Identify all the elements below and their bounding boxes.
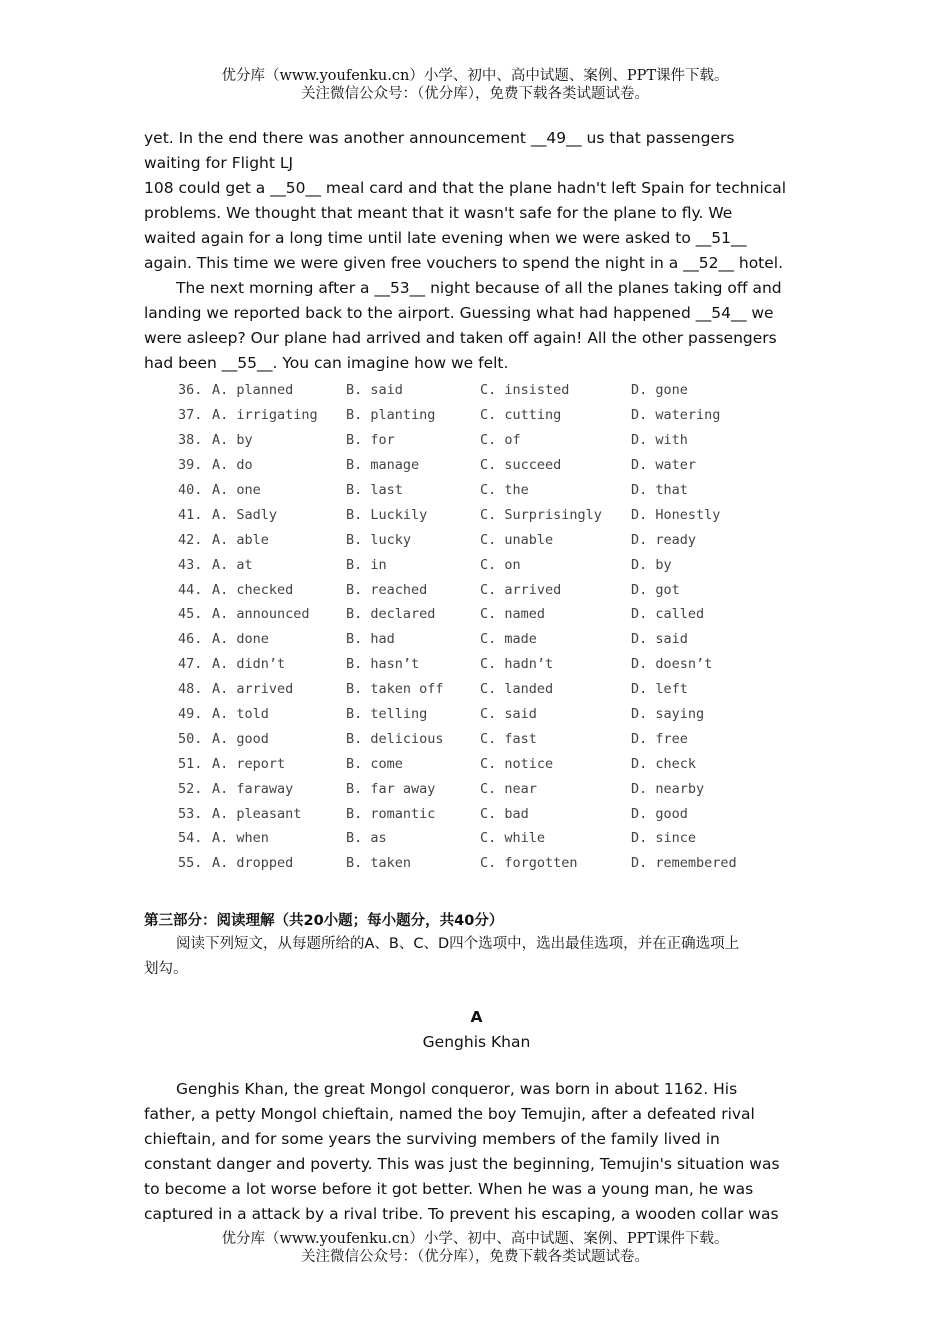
question-number: 54. — [178, 830, 203, 847]
option-d: D. doesn’t — [631, 656, 713, 673]
option-c: C. the — [480, 482, 529, 498]
option-row — [144, 851, 809, 876]
passage-title: Genghis Khan — [422, 1032, 531, 1051]
option-c: C. near — [480, 780, 537, 797]
option-row — [144, 726, 809, 751]
option-b: B. telling — [346, 706, 428, 723]
option-d: D. with — [631, 432, 688, 449]
passage-line: to become a lot worse before it got better. When he was a young man, he was — [144, 1179, 754, 1198]
story-line: waiting for Flight LJ — [144, 154, 294, 172]
option-b: B. for — [346, 432, 395, 449]
story-line: yet. In the end there was another announcement __49__ us that passengers — [144, 129, 735, 147]
option-a: A. irrigating — [212, 407, 318, 424]
option-row — [144, 602, 809, 627]
option-a: A. one — [212, 482, 261, 498]
option-d: D. since — [631, 830, 697, 847]
option-d: D. that — [631, 482, 688, 498]
option-d: D. free — [631, 730, 688, 747]
option-row — [144, 751, 809, 776]
question-number: 55. — [178, 855, 203, 872]
header-line-2: 关注微信公众号：（优分库），免费下载各类试题试卷。 — [301, 86, 649, 102]
option-b: B. manage — [346, 457, 420, 474]
question-number: 37. — [178, 407, 203, 424]
question-number: 38. — [178, 432, 203, 449]
story-line: problems. We thought that meant that it wasn't safe for the plane to fly. We — [144, 204, 733, 222]
passage-line: Genghis Khan, the great Mongol conqueror, was born in about 1162. His — [176, 1079, 738, 1098]
story-line: were asleep? Our plane had arrived and taken off again! All the other passengers — [144, 329, 777, 347]
footer-line-2: 关注微信公众号：（优分库），免费下载各类试题试卷。 — [301, 1249, 649, 1265]
option-row — [144, 826, 809, 851]
instruction-line: 划勾。 — [144, 960, 188, 977]
option-c: C. on — [480, 556, 521, 573]
question-number: 50. — [178, 730, 203, 747]
option-b: B. come — [346, 755, 403, 772]
option-a: A. able — [212, 531, 269, 548]
option-b: B. hasn’t — [346, 656, 420, 673]
option-c: C. named — [480, 606, 546, 623]
option-b: B. in — [346, 556, 387, 573]
option-row — [144, 478, 809, 503]
story-paragraph-1 — [144, 126, 809, 276]
option-c: C. said — [480, 706, 537, 723]
option-row — [144, 577, 809, 602]
passage-letter: A — [470, 1007, 483, 1026]
option-row — [144, 453, 809, 478]
story-line: 108 could get a __50__ meal card and that the plane hadn't left Spain for technical — [144, 179, 787, 197]
page-header — [0, 67, 950, 103]
option-c: C. notice — [480, 755, 554, 772]
option-b: B. as — [346, 830, 387, 847]
question-number: 42. — [178, 531, 203, 548]
option-c: C. while — [480, 830, 546, 847]
option-a: A. when — [212, 830, 269, 847]
passage-line: father, a petty Mongol chieftain, named the boy Temujin, after a defeated rival — [144, 1104, 755, 1123]
question-number: 49. — [178, 706, 203, 723]
option-d: D. by — [631, 556, 672, 573]
option-d: D. nearby — [631, 780, 705, 797]
question-number: 40. — [178, 482, 203, 498]
option-a: A. Sadly — [212, 506, 278, 523]
option-b: B. taken — [346, 855, 412, 872]
option-c: C. forgotten — [480, 855, 578, 872]
option-a: A. do — [212, 457, 253, 474]
option-c: C. hadn’t — [480, 656, 554, 673]
option-d: D. got — [631, 581, 680, 598]
question-number: 48. — [178, 681, 203, 698]
option-c: C. bad — [480, 805, 529, 822]
story-line: waited again for a long time until late evening when we were asked to __51__ — [144, 229, 747, 247]
story-line: The next morning after a __53__ night because of all the planes taking off and — [176, 279, 782, 297]
option-c: C. made — [480, 631, 537, 648]
option-a: A. planned — [212, 382, 294, 399]
option-b: B. taken off — [346, 681, 444, 698]
option-row — [144, 527, 809, 552]
option-row — [144, 677, 809, 702]
option-c: C. insisted — [480, 382, 570, 399]
question-number: 43. — [178, 556, 203, 573]
question-number: 46. — [178, 631, 203, 648]
option-c: C. cutting — [480, 407, 562, 424]
option-b: B. last — [346, 482, 403, 498]
option-a: A. done — [212, 631, 269, 648]
option-c: C. unable — [480, 531, 554, 548]
option-a: A. pleasant — [212, 805, 302, 822]
option-row — [144, 502, 809, 527]
option-a: A. didn’t — [212, 656, 286, 673]
option-b: B. far away — [346, 780, 436, 797]
option-d: D. check — [631, 755, 697, 772]
option-row — [144, 378, 809, 403]
option-a: A. by — [212, 432, 253, 449]
option-d: D. remembered — [631, 855, 737, 872]
option-a: A. faraway — [212, 780, 294, 797]
story-line: again. This time we were given free vouchers to spend the night in a __52__ hotel. — [144, 254, 784, 272]
option-d: D. said — [631, 631, 688, 648]
option-b: B. reached — [346, 581, 428, 598]
option-d: D. Honestly — [631, 506, 721, 523]
question-number: 45. — [178, 606, 203, 623]
option-d: D. saying — [631, 706, 705, 723]
option-d: D. water — [631, 457, 697, 474]
story-paragraph-2 — [144, 276, 809, 376]
option-a: A. checked — [212, 581, 294, 598]
question-number: 44. — [178, 581, 203, 598]
section-instruction — [144, 932, 809, 982]
option-c: C. of — [480, 432, 521, 449]
option-d: D. good — [631, 805, 688, 822]
question-number: 52. — [178, 780, 203, 797]
passage-line: chieftain, and for some years the surviving members of the family lived in — [144, 1129, 720, 1148]
passage-line: captured in a attack by a rival tribe. To prevent his escaping, a wooden collar was — [144, 1204, 779, 1223]
option-a: A. report — [212, 755, 286, 772]
page-footer — [0, 1230, 950, 1266]
passage-body — [144, 1077, 809, 1227]
option-a: A. arrived — [212, 681, 294, 698]
option-row — [144, 801, 809, 826]
option-b: B. romantic — [346, 805, 436, 822]
question-number: 41. — [178, 506, 203, 523]
passage-line: constant danger and poverty. This was just the beginning, Temujin's situation was — [144, 1154, 780, 1173]
option-a: A. at — [212, 556, 253, 573]
option-row — [144, 552, 809, 577]
option-a: A. dropped — [212, 855, 294, 872]
option-a: A. good — [212, 730, 269, 747]
option-b: B. declared — [346, 606, 436, 623]
option-d: D. left — [631, 681, 688, 698]
option-row — [144, 428, 809, 453]
section-title: 第三部分：阅读理解（共20小题；每小题分，共40分） — [144, 912, 504, 929]
question-number: 51. — [178, 755, 203, 772]
option-b: B. delicious — [346, 730, 444, 747]
question-number: 53. — [178, 805, 203, 822]
footer-line-1: 优分库（www.youfenku.cn）小学、初中、高中试题、案例、PPT课件下载。 — [221, 1231, 729, 1247]
option-a: A. told — [212, 706, 269, 723]
option-c: C. succeed — [480, 457, 562, 474]
option-row — [144, 627, 809, 652]
question-number: 39. — [178, 457, 203, 474]
option-d: D. ready — [631, 531, 697, 548]
option-row — [144, 652, 809, 677]
question-number: 47. — [178, 656, 203, 673]
option-b: B. lucky — [346, 531, 412, 548]
option-c: C. landed — [480, 681, 554, 698]
page-content — [144, 126, 809, 1227]
option-b: B. Luckily — [346, 506, 428, 523]
instruction-line: 阅读下列短文，从每题所给的A、B、C、D四个选项中，选出最佳选项，并在正确选项上 — [176, 935, 740, 952]
option-d: D. called — [631, 606, 705, 623]
option-c: C. fast — [480, 730, 537, 747]
option-d: D. gone — [631, 382, 688, 399]
option-b: B. said — [346, 382, 403, 399]
option-row — [144, 403, 809, 428]
option-a: A. announced — [212, 606, 310, 623]
options-list — [144, 378, 809, 876]
question-number: 36. — [178, 382, 203, 399]
option-row — [144, 702, 809, 727]
option-b: B. had — [346, 631, 395, 648]
option-c: C. arrived — [480, 581, 562, 598]
story-line: had been __55__. You can imagine how we felt. — [144, 354, 509, 372]
option-b: B. planting — [346, 407, 436, 424]
story-line: landing we reported back to the airport. Guessing what had happened __54__ we — [144, 304, 774, 322]
option-row — [144, 776, 809, 801]
option-d: D. watering — [631, 407, 721, 424]
option-c: C. Surprisingly — [480, 506, 602, 523]
header-line-1: 优分库（www.youfenku.cn）小学、初中、高中试题、案例、PPT课件下载。 — [221, 68, 729, 84]
